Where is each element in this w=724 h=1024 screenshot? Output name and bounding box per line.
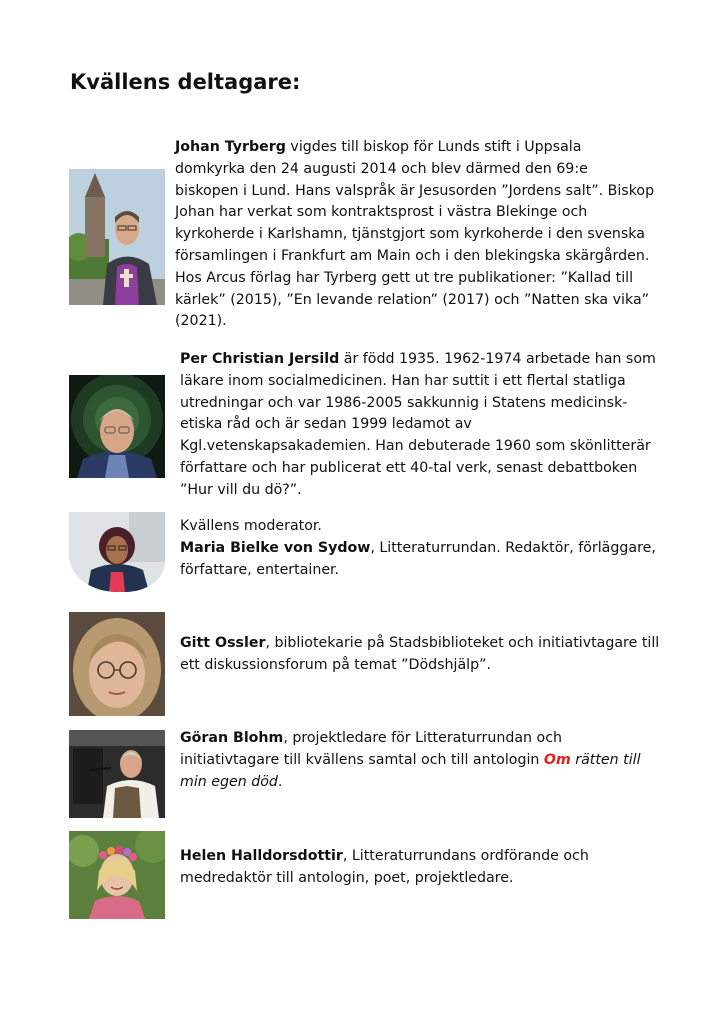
participant-description: , projektledare för Litteraturrundan och initiativtagare till kvällens samtal och till antologin — [180, 730, 562, 768]
portrait-photo — [69, 730, 165, 818]
portrait-photo — [69, 512, 165, 592]
participant-name: Göran Blohm — [180, 730, 284, 746]
participant-bio — [180, 633, 660, 677]
participant-name: Maria Bielke von Sydow — [180, 539, 371, 556]
sentence-end: . — [277, 773, 283, 790]
participant-bio — [175, 137, 655, 333]
participant-name: Johan Tyrberg — [175, 139, 286, 155]
book-title-emphasis: Om — [543, 751, 571, 768]
portrait-photo — [69, 375, 165, 478]
participant-bio — [180, 516, 660, 581]
participant-name: Per Christian Jersild — [180, 351, 340, 367]
participant-description: , Litteraturrundan. Redaktör, förläggare, författare, entertainer. — [180, 539, 656, 578]
participant-name: Gitt Ossler — [180, 635, 266, 651]
participant-description: , Litteraturrundans ordförande och medredaktör till antologin, poet, projektledare. — [180, 848, 589, 886]
participant-name: Helen Halldorsdottir — [180, 848, 343, 864]
participant-bio — [180, 728, 660, 793]
participant-description: vigdes till biskop för Lunds stift i Uppsala domkyrka den 24 augusti 2014 och blev därmed den 69:e biskopen i Lund. Hans valspråk är Jesusorden ”Jordens salt”. Biskop Johan har verkat som kontraktsprost i västra Blekinge och kyrkoherde i Karlshamn, tjänstgjort som kyrkoherde i den svenska församlingen i Frankfurt am Main och i den blekingska skärgården. Hos Arcus förlag har Tyrberg gett ut tre publikationer: ”Kallad till kärlek” (2015), ”En levande relation” (2017) och ”Natten ska vika” (2021). — [175, 139, 655, 330]
participant-bio — [180, 846, 660, 890]
participant-bio — [180, 349, 660, 502]
book-title: rätten till min egen död — [180, 751, 641, 790]
portrait-photo — [69, 169, 165, 305]
participant-description: är född 1935. 1962-1974 arbetade han som läkare inom socialmedicinen. Han har suttit i ett flertal statliga utredningar och var 1986-2005 sakkunnig i Statens medicinsk-etiska råd och är sedan 1999 ledamot av Kgl.vetenskapsakademien. Han debuterade 1960 som skönlitterär författare och har publicerat ett 40-tal verk, senast debattboken ”Hur vill du dö?”. — [180, 351, 656, 498]
portrait-photo — [69, 831, 165, 919]
participant-description: , bibliotekarie på Stadsbiblioteket och initiativtagare till ett diskussionsforum på temat ”Dödshjälp”. — [180, 635, 660, 673]
page-title: Kvällens deltagare: — [70, 70, 301, 94]
moderator-label: Kvällens moderator. — [180, 518, 322, 534]
portrait-photo — [69, 612, 165, 716]
